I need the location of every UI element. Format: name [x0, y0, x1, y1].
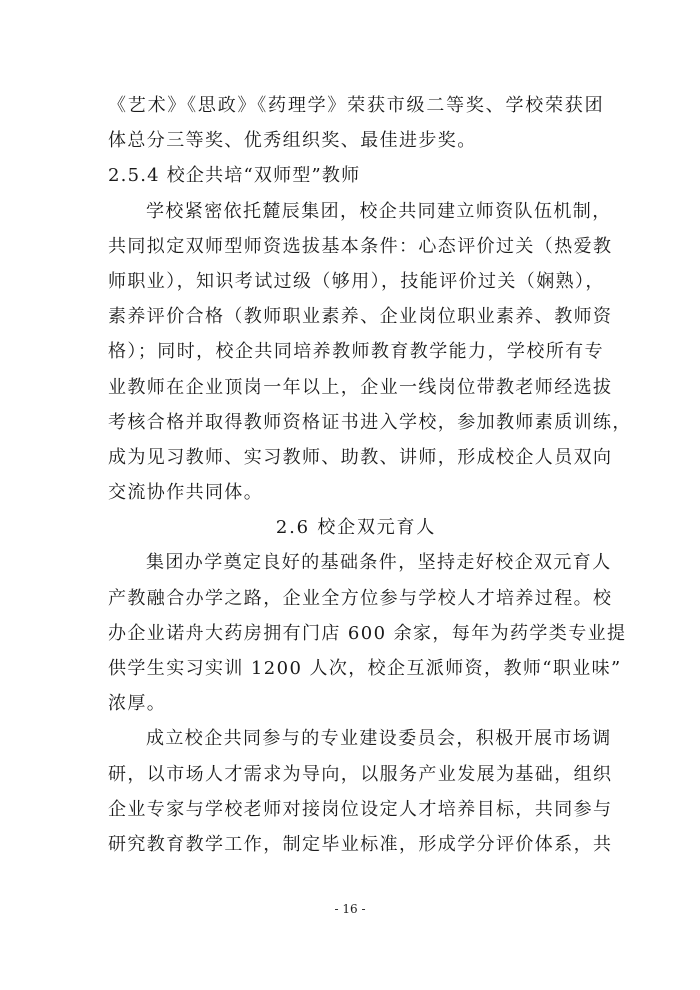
body-text-line: 研究教育教学工作，制定毕业标准，形成学分评价体系，共 [108, 833, 613, 855]
body-text-line: 成为见习教师、实习教师、助教、讲师，形成校企人员双向 [108, 446, 613, 468]
body-text-line: 浓厚。 [108, 693, 167, 715]
body-text-line: 《艺术》《思政》《药理学》荣获市级二等奖、学校荣获团 [108, 95, 604, 116]
page-body [108, 88, 632, 862]
body-text-line: 师职业），知识考试过级（够用），技能评价过关（娴熟）， [108, 270, 605, 292]
body-text-line: 供学生实习实训 1200 人次，校企互派师资，教师“职业味” [108, 658, 622, 679]
body-text-line: 考核合格并取得教师资格证书进入学校，参加教师素质训练， [108, 411, 632, 433]
body-text-line: 业教师在企业顶岗一年以上，企业一线岗位带教老师经选拔 [108, 376, 613, 398]
body-text-line: 研，以市场人才需求为导向，以服务产业发展为基础，组织 [108, 763, 613, 785]
body-text-line: 体总分三等奖、优秀组织奖、最佳进步奖。 [108, 130, 477, 152]
paragraph-first-line: 学校紧密依托麓辰集团，校企共同建立师资队伍机制， [146, 200, 612, 222]
body-text-line: 企业专家与学校老师对接岗位设定人才培养目标，共同参与 [108, 798, 613, 820]
body-text-line: 素养评价合格（教师职业素养、企业岗位职业素养、教师资 [108, 306, 613, 328]
body-text-line: 办企业诺舟大药房拥有门店 600 余家，每年为药学类专业提 [108, 622, 627, 644]
section-heading-2-6: 2.6 校企双元育人 [275, 517, 437, 539]
paragraph-first-line: 集团办学奠定良好的基础条件，坚持走好校企双元育人 [146, 552, 612, 574]
paragraph-first-line: 成立校企共同参与的专业建设委员会，积极开展市场调 [146, 728, 612, 750]
body-text-line: 产教融合办学之路，企业全方位参与学校人才培养过程。校 [108, 587, 613, 609]
section-heading-2-5-4: 2.5.4 校企共培“双师型”教师 [108, 165, 361, 187]
body-text-line: 交流协作共同体。 [108, 482, 264, 504]
body-text-line: 共同拟定双师型师资选拔基本条件：心态评价过关（热爱教 [108, 235, 613, 257]
page-number: - 16 - [334, 902, 366, 916]
body-text-line: 格）；同时，校企共同培养教师教育教学能力，学校所有专 [108, 341, 604, 363]
